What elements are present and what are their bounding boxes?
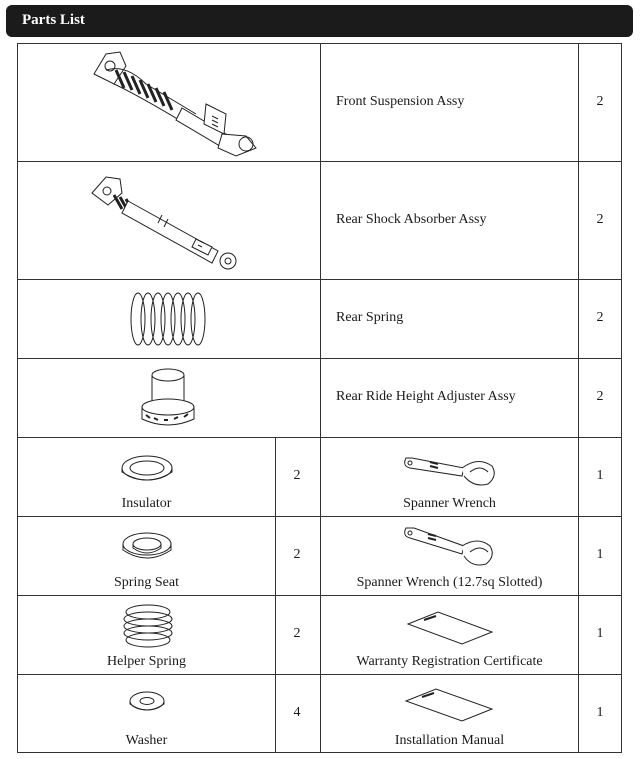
- front-suspension-icon: [86, 44, 266, 162]
- part-name: Front Suspension Assy: [336, 94, 465, 109]
- washer-icon: [128, 690, 166, 716]
- part-qty: 4: [293, 705, 301, 720]
- part-qty: 2: [293, 626, 301, 641]
- rear-spring-icon: [126, 287, 210, 351]
- page-title: Parts List: [22, 12, 85, 28]
- part-qty: 2: [596, 212, 604, 227]
- part-name: Warranty Registration Certificate: [356, 654, 543, 669]
- part-name: Installation Manual: [394, 733, 505, 748]
- part-name: Rear Ride Height Adjuster Assy: [336, 389, 516, 404]
- rear-shock-absorber-icon: [88, 171, 248, 271]
- part-qty: 2: [293, 468, 301, 483]
- part-name: Spanner Wrench (12.7sq Slotted): [356, 575, 543, 590]
- part-qty: 2: [596, 94, 604, 109]
- slotted-spanner-wrench-icon: [402, 524, 498, 572]
- part-qty: 2: [596, 310, 604, 325]
- part-name: Rear Shock Absorber Assy: [336, 212, 487, 227]
- insulator-icon: [120, 452, 174, 488]
- part-qty: 1: [596, 705, 604, 720]
- part-name: Insulator: [121, 496, 172, 511]
- helper-spring-icon: [122, 604, 174, 650]
- parts-list-header: [6, 5, 633, 37]
- spanner-wrench-icon: [402, 452, 500, 488]
- part-qty: 2: [293, 547, 301, 562]
- parts-table: [17, 43, 622, 753]
- part-name: Spanner Wrench: [403, 496, 496, 511]
- part-qty: 1: [596, 468, 604, 483]
- part-qty: 1: [596, 626, 604, 641]
- spring-seat-icon: [120, 530, 174, 566]
- manual-icon: [404, 687, 494, 723]
- part-qty: 1: [596, 547, 604, 562]
- part-name: Rear Spring: [336, 310, 404, 325]
- part-qty: 2: [596, 389, 604, 404]
- part-name: Helper Spring: [107, 654, 186, 669]
- part-name: Spring Seat: [114, 575, 179, 590]
- ride-height-adjuster-icon: [138, 365, 198, 431]
- part-name: Washer: [125, 733, 168, 748]
- certificate-icon: [406, 610, 494, 644]
